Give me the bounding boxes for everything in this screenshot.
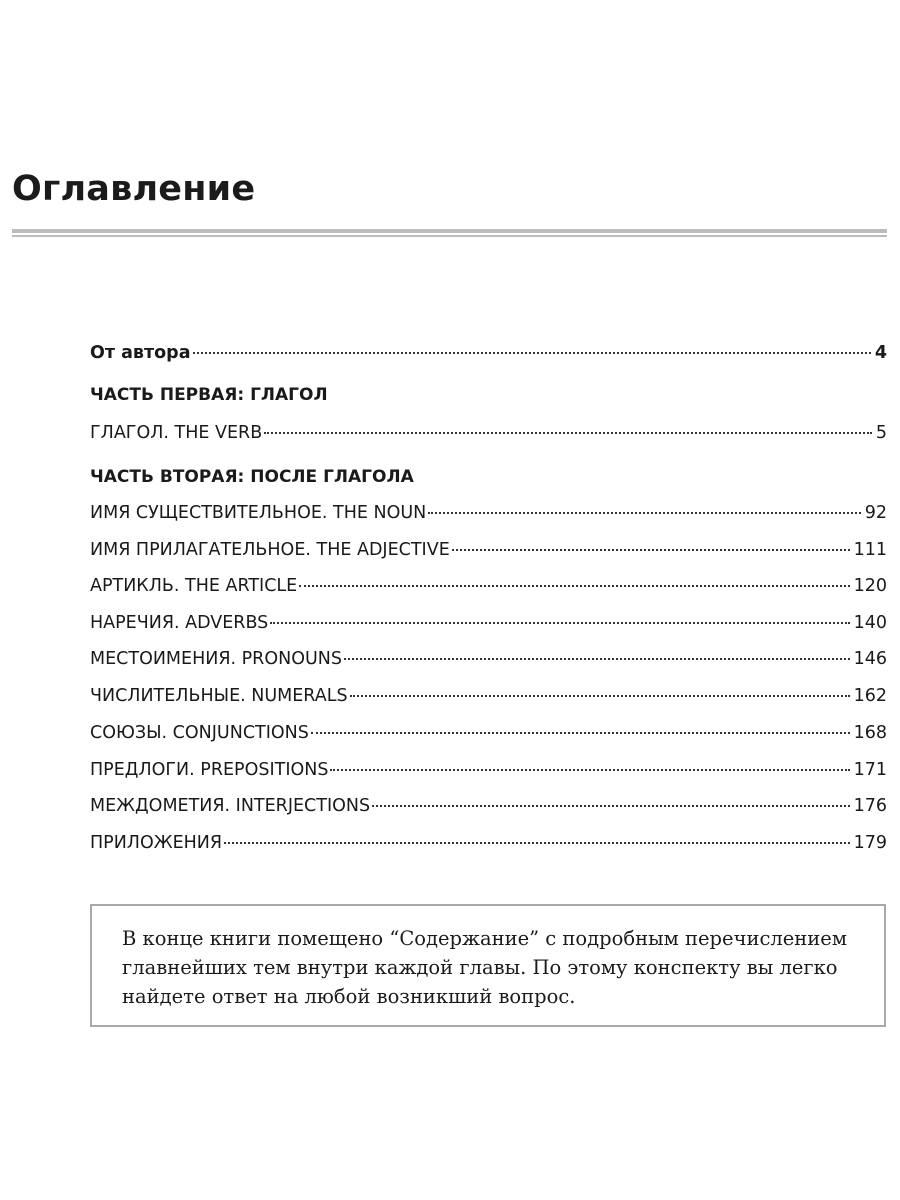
toc-entry-page: 176 (853, 796, 887, 816)
page-title: Оглавление (12, 169, 256, 209)
toc-entry-page: 179 (853, 833, 887, 853)
toc-entry-label: ПРИЛОЖЕНИЯ (90, 833, 223, 853)
dot-leader (264, 432, 872, 434)
part-heading-label: ЧАСТЬ ВТОРАЯ: ПОСЛЕ ГЛАГОЛА (90, 467, 414, 487)
title-underline (12, 229, 887, 237)
toc-entry-page: 111 (853, 540, 887, 560)
toc-entry-page: 168 (853, 723, 887, 743)
toc-entry-label: ИМЯ ПРИЛАГАТЕЛЬНОЕ. THE ADJECTIVE (90, 540, 450, 560)
dot-leader (330, 769, 849, 771)
note-text (122, 924, 854, 1011)
dot-leader (452, 549, 850, 551)
toc-entry-from-author[interactable] (90, 340, 887, 366)
toc-entry-label: НАРЕЧИЯ. ADVERBS (90, 613, 269, 633)
toc-entry-page: 171 (853, 760, 887, 780)
dot-leader (428, 512, 860, 514)
note-line-2: главнейших тем внутри каждой главы. По этому конспекту вы легко (122, 956, 838, 979)
dot-leader (372, 805, 849, 807)
toc-entry-noun[interactable] (90, 500, 887, 526)
toc-entry-page: 120 (853, 576, 887, 596)
toc-entry-verb[interactable] (90, 420, 887, 446)
dot-leader (311, 732, 850, 734)
toc-entry-page: 4 (874, 343, 887, 363)
toc-entry-pronouns[interactable] (90, 646, 887, 672)
dot-leader (270, 622, 849, 624)
toc-entry-label: ИМЯ СУЩЕСТВИТЕЛЬНОЕ. THE NOUN (90, 503, 427, 523)
dot-leader (299, 585, 849, 587)
toc-entry-page: 146 (853, 649, 887, 669)
dot-leader (224, 842, 850, 844)
note-line-1: В конце книги помещено “Содержание” с подробным перечислением (122, 927, 848, 950)
toc-entry-label: МЕСТОИМЕНИЯ. PRONOUNS (90, 649, 342, 669)
toc-entry-label: СОЮЗЫ. CONJUNCTIONS (90, 723, 309, 743)
toc-entry-adjective[interactable] (90, 537, 887, 563)
toc-entry-adverbs[interactable] (90, 610, 887, 636)
toc-entry-appendices[interactable] (90, 830, 887, 856)
toc-entry-label: МЕЖДОМЕТИЯ. INTERJECTIONS (90, 796, 371, 816)
toc-part-one-heading (90, 382, 887, 408)
toc-entry-label: ЧИСЛИТЕЛЬНЫЕ. NUMERALS (90, 686, 348, 706)
toc-entry-interjections[interactable] (90, 793, 887, 819)
toc-entry-label: ПРЕДЛОГИ. PREPOSITIONS (90, 760, 329, 780)
toc-entry-article[interactable] (90, 573, 887, 599)
toc-entry-label: ГЛАГОЛ. THE VERB (90, 423, 263, 443)
toc-entry-prepositions[interactable] (90, 757, 887, 783)
toc-part-two-heading (90, 464, 887, 490)
dot-leader (344, 658, 850, 660)
toc-entry-page: 140 (853, 613, 887, 633)
dot-leader (350, 695, 850, 697)
toc-entry-page: 92 (864, 503, 887, 523)
toc-entry-numerals[interactable] (90, 683, 887, 709)
note-box (90, 904, 886, 1027)
toc-entry-page: 162 (853, 686, 887, 706)
part-heading-label: ЧАСТЬ ПЕРВАЯ: ГЛАГОЛ (90, 385, 328, 405)
dot-leader (193, 352, 871, 354)
toc-entry-conjunctions[interactable] (90, 720, 887, 746)
toc-entry-label: АРТИКЛЬ. THE ARTICLE (90, 576, 298, 596)
toc-entry-page: 5 (875, 423, 887, 443)
toc-entry-label: От автора (90, 343, 191, 363)
note-line-3: найдете ответ на любой возникший вопрос. (122, 985, 576, 1008)
